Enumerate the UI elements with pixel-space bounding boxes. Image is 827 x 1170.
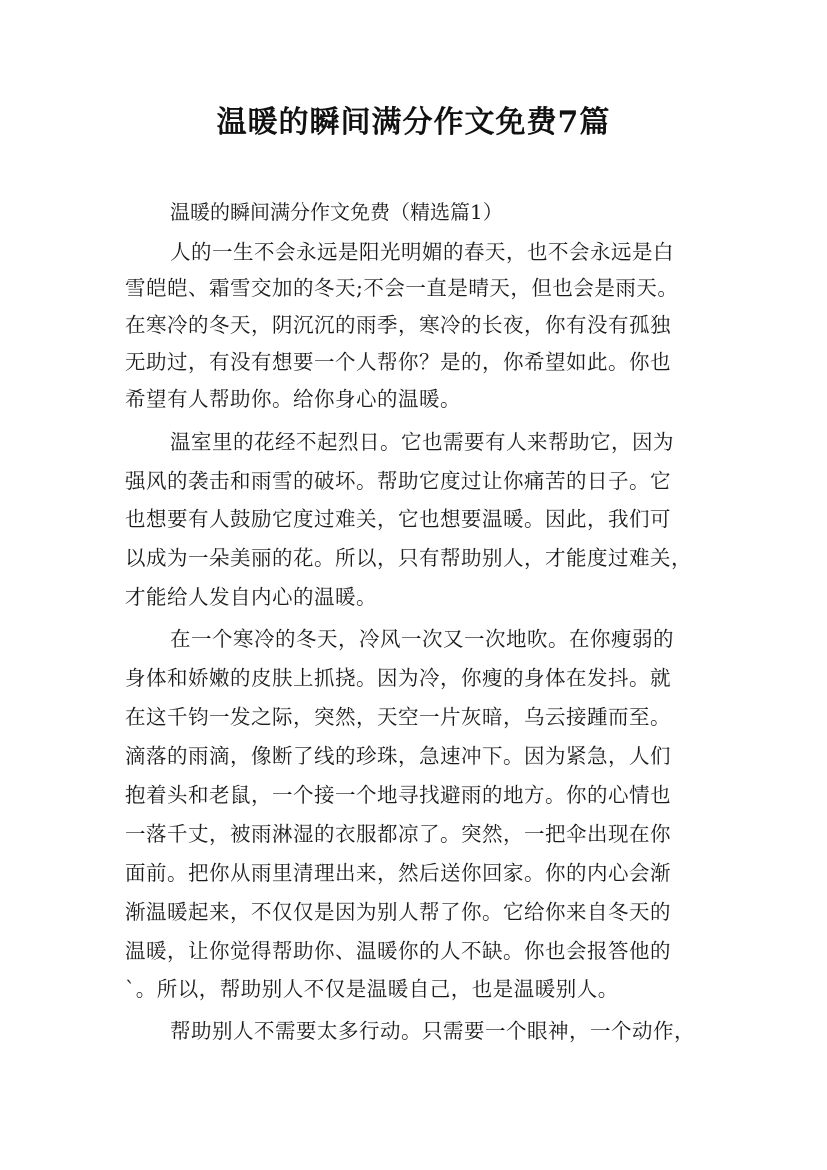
- text-line: 强风的袭击和雨雪的破坏。帮助它度过让你痛苦的日子。它: [125, 469, 671, 493]
- text-line: 希望有人帮助你。给你身心的温暖。: [125, 387, 461, 411]
- text-line: 面前。把你从雨里清理出来，然后送你回家。你的内心会渐: [125, 861, 671, 885]
- text-line: 雪皑皑、霜雪交加的冬天;不会一直是晴天，但也会是雨天。: [125, 276, 679, 300]
- text-line: 在寒冷的冬天，阴沉沉的雨季，寒冷的长夜，你有没有孤独: [125, 313, 671, 337]
- text-line: `。所以，帮助别人不仅是温暖自己，也是温暖别人。: [125, 977, 619, 1001]
- text-line: 温暖，让你觉得帮助你、温暖你的人不缺。你也会报答他的: [125, 939, 671, 963]
- text-line: 也想要有人鼓励它度过难关，它也想要温暖。因此，我们可: [125, 507, 671, 531]
- text-line: 一落千丈，被雨淋湿的衣服都凉了。突然，一把伞出现在你: [125, 822, 671, 846]
- text-line: 以成为一朵美丽的花。所以，只有帮助别人，才能度过难关，: [125, 546, 692, 570]
- section-subtitle: 温暖的瞬间满分作文免费（精选篇1）: [170, 200, 503, 224]
- text-line: 在这千钧一发之际，突然，天空一片灰暗，乌云接踵而至。: [125, 705, 671, 729]
- text-line: 渐温暖起来，不仅仅是因为别人帮了你。它给你来自冬天的: [125, 900, 671, 924]
- text-line: 滴落的雨滴，像断了线的珍珠，急速冲下。因为紧急，人们: [125, 744, 671, 768]
- text-line: 无助过，有没有想要一个人帮你？是的，你希望如此。你也: [125, 350, 671, 374]
- text-line: 温室里的花经不起烈日。它也需要有人来帮助它，因为: [170, 430, 674, 454]
- text-line: 身体和娇嫩的皮肤上抓挠。因为冷，你瘦的身体在发抖。就: [125, 666, 671, 690]
- text-line: 才能给人发自内心的温暖。: [125, 585, 377, 609]
- text-line: 抱着头和老鼠，一个接一个地寻找避雨的地方。你的心情也: [125, 783, 671, 807]
- text-line: 人的一生不会永远是阳光明媚的春天，也不会永远是白: [170, 240, 674, 264]
- text-line: 帮助别人不需要太多行动。只需要一个眼神，一个动作，: [170, 1019, 695, 1043]
- text-line: 在一个寒冷的冬天，冷风一次又一次地吹。在你瘦弱的: [170, 627, 674, 651]
- document-title: 温暖的瞬间满分作文免费7篇: [216, 105, 611, 140]
